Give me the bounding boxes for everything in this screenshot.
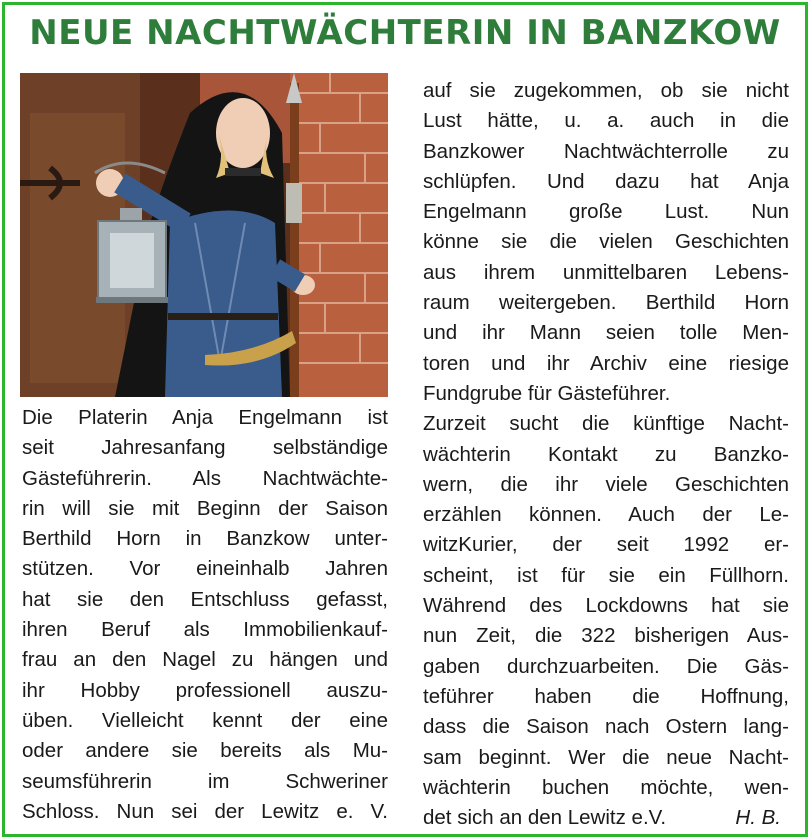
text-line: dass die Saison nach Ostern lang-	[423, 715, 789, 739]
text-line: aus ihrem unmittelbaren Lebens-	[423, 260, 789, 284]
text-line: Die Platerin Anja Engelmann ist	[22, 406, 388, 429]
nightwatchwoman-illustration	[20, 73, 388, 397]
text-line: wern, die ihr viele Geschichten	[423, 472, 789, 496]
article-photo	[20, 73, 388, 397]
text-line: rin will sie mit Beginn der Saison	[22, 496, 388, 520]
text-line: auf sie zugekommen, ob sie nicht	[423, 79, 789, 102]
article-column-right	[423, 76, 789, 833]
text-line: toren und ihr Archiv eine riesige	[423, 351, 789, 375]
article-column-left	[22, 403, 388, 827]
text-line: Gästeführerin. Als Nachtwächte-	[22, 466, 388, 490]
text-line: nun Zeit, die 322 bisherigen Aus-	[423, 624, 789, 648]
text-line: und ihr Mann seien tolle Men-	[423, 321, 789, 345]
author-signature: H. B.	[735, 806, 781, 830]
text-line: üben. Vielleicht kennt der eine	[22, 708, 388, 732]
text-line: Während des Lockdowns hat sie	[423, 594, 789, 618]
text-line: schlüpfen. Und dazu hat Anja	[423, 169, 789, 193]
article-frame	[2, 2, 808, 837]
closing-line: det sich an den Lewitz e.V.	[423, 806, 667, 830]
text-line: gaben durchzuarbeiten. Die Gäs-	[423, 654, 789, 678]
text-line: raum weitergeben. Berthild Horn	[423, 291, 789, 315]
text-line: Schloss. Nun sei der Lewitz e. V.	[22, 799, 388, 823]
text-line: seumsführerin im Schweriner	[22, 769, 388, 793]
text-line: hat sie den Entschluss gefasst,	[22, 587, 388, 611]
text-line: Fundgrube für Gästeführer.	[423, 381, 671, 405]
text-line: ihren Beruf als Immobilienkauf-	[22, 618, 388, 642]
text-line: könne sie die vielen Geschichten	[423, 230, 789, 254]
text-line: scheint, ist für sie ein Füllhorn.	[423, 563, 789, 587]
text-line: sam beginnt. Wer die neue Nacht-	[423, 745, 789, 769]
headline: NEUE NACHTWÄCHTERIN IN BANZKOW	[29, 13, 781, 53]
text-line: erzählen können. Auch der Le-	[423, 503, 789, 527]
text-line: Zurzeit sucht die künftige Nacht-	[423, 412, 789, 436]
text-line: stützen. Vor eineinhalb Jahren	[22, 557, 388, 581]
text-line: ihr Hobby professionell auszu-	[22, 678, 388, 702]
text-line: oder andere sie bereits als Mu-	[22, 739, 388, 763]
text-line: wächterin Kontakt zu Banzko-	[423, 442, 789, 466]
closing-row	[423, 803, 789, 833]
text-line: teführer haben die Hoffnung,	[423, 684, 789, 708]
text-line: witzKurier, der seit 1992 er-	[423, 533, 789, 557]
text-line: Berthild Horn in Banzkow unter-	[22, 527, 388, 551]
text-line: frau an den Nagel zu hängen und	[22, 648, 388, 672]
text-line: Lust hätte, u. a. auch in die	[423, 109, 789, 133]
text-line: seit Jahresanfang selbständige	[22, 436, 388, 460]
text-line: Engelmann große Lust. Nun	[423, 200, 789, 224]
text-line: wächterin buchen möchte, wen-	[423, 775, 789, 799]
text-line: Banzkower Nachtwächterrolle zu	[423, 139, 789, 163]
